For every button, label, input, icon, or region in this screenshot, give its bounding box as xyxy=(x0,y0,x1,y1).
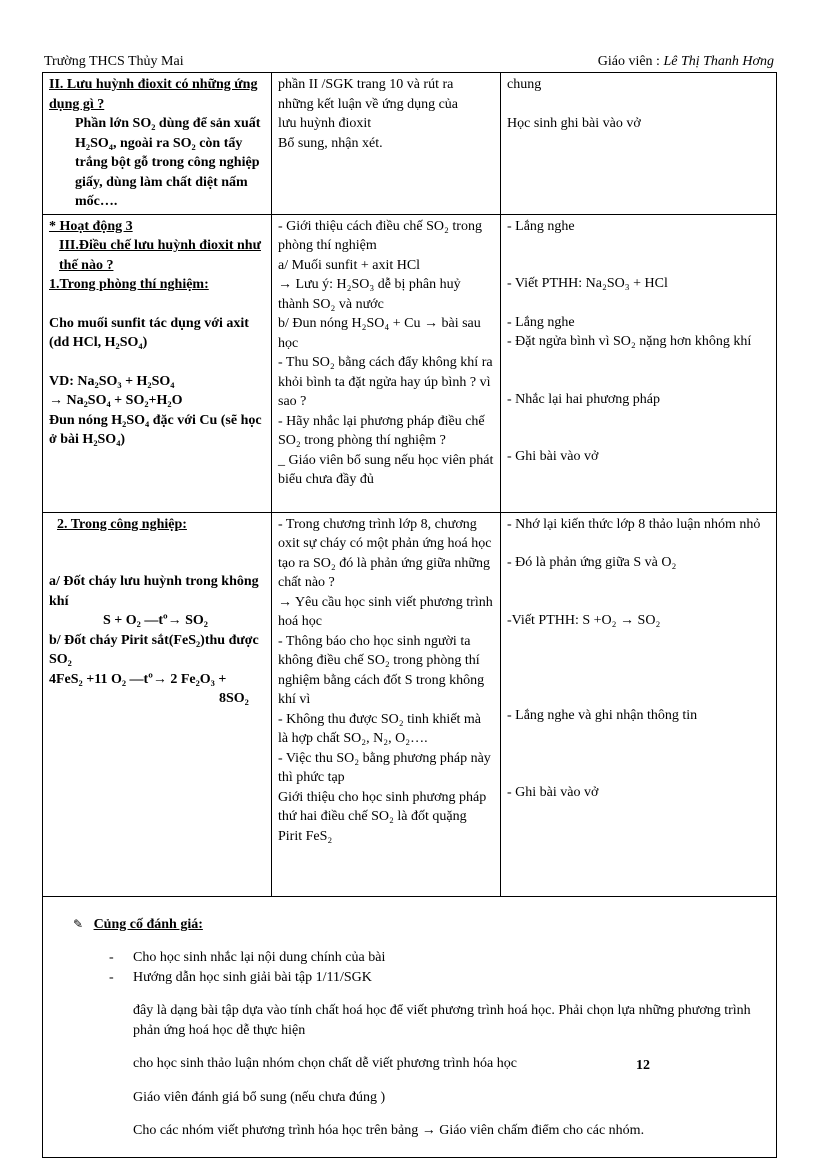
content-cell xyxy=(43,214,272,512)
line: - Ghi bài vào vở xyxy=(507,449,599,464)
line: - Lắng nghe xyxy=(507,218,575,234)
paragraph: a/ Đốt cháy lưu huỳnh trong không khí xyxy=(49,574,259,609)
paragraph: Phần lớn SO₂ dùng để sản xuất H₂SO₄, ngoài ra SO₂ còn tẩy trắng bột gỗ trong công nghiệp giấy, dùng làm chất diệt nấm mốc…. xyxy=(75,116,261,209)
line: -Viết PTHH: S +O₂ → SO₂ xyxy=(507,612,661,628)
table-row xyxy=(43,896,777,1157)
line: - Nhắc lại hai phương pháp xyxy=(507,391,661,407)
line: - Thu SO₂ bằng cách đẩy không khí ra khỏi bình ta đặt ngửa hay úp bình ? vì sao ? xyxy=(278,355,493,409)
consolidation-list xyxy=(73,948,766,987)
paragraph: b/ Đốt cháy Pirit sắt(FeS₂)thu được SO₂ xyxy=(49,632,259,667)
teacher-cell xyxy=(272,512,501,896)
teacher-line xyxy=(598,54,774,70)
section-title: III.Điều chế lưu huỳnh đioxit như thế nào ? xyxy=(59,238,261,273)
paragraph: Giáo viên đánh giá bổ sung (nếu chưa đúng ) xyxy=(133,1089,386,1105)
teacher-cell xyxy=(272,214,501,512)
line: - Việc thu SO₂ bằng phương pháp này thì phức tạp xyxy=(278,750,491,785)
line: - Giới thiệu cách điều chế SO₂ trong phòng thí nghiệm xyxy=(278,218,482,253)
student-cell xyxy=(501,73,777,215)
line: lưu huỳnh đioxit xyxy=(278,116,372,131)
line: Học sinh ghi bài vào vở xyxy=(507,115,641,131)
list-item: - Hướng dẫn học sinh giải bài tập 1/11/SGK xyxy=(133,968,766,988)
line: - Nhớ lại kiến thức lớp 8 thảo luận nhóm nhỏ xyxy=(507,516,761,532)
pencil-icon: ✎ xyxy=(73,916,84,931)
teacher-cell xyxy=(272,73,501,215)
table-row xyxy=(43,73,777,215)
line: - Lắng nghe xyxy=(507,314,575,330)
lesson-table xyxy=(42,72,777,1158)
consolidation-cell xyxy=(43,896,777,1157)
line: b/ Đun nóng H₂SO₄ + Cu → bài sau học xyxy=(278,316,481,351)
subsection-title: 1.Trong phòng thí nghiệm: xyxy=(49,277,209,292)
teacher-label: Giáo viên : xyxy=(597,54,660,69)
equation-line: → Na₂SO₄ + SO₂+H₂O xyxy=(49,393,183,408)
teacher-name: Lê Thị Thanh Hơng xyxy=(663,54,774,69)
line: chung xyxy=(507,77,542,92)
line: - Trong chương trình lớp 8, chương oxit sự cháy có một phản ứng hoá học tạo ra SO₂ đó là phản ứng giữa những chất nào ? xyxy=(278,516,492,590)
table-row xyxy=(43,214,777,512)
student-cell xyxy=(501,512,777,896)
equation-line: VD: Na₂SO₃ + H₂SO₄ xyxy=(49,373,175,389)
line: - Đó là phản ứng giữa S và O₂ xyxy=(507,555,677,570)
content-cell xyxy=(43,73,272,215)
line: - Không thu được SO₂ tinh khiết mà là hợp chất SO₂, N₂, O₂…. xyxy=(278,711,482,746)
section-title: II. Lưu huỳnh đioxit có những ứng dụng gì ? xyxy=(49,77,258,112)
equation-line: S + O₂ —tº→ SO₂ xyxy=(103,613,209,628)
line: - Viết PTHH: Na₂SO₃ + HCl xyxy=(507,276,668,291)
line: phần II /SGK trang 10 và rút ra xyxy=(278,77,454,92)
line: → Lưu ý: H₂SO₃ dễ bị phân huỷ thành SO₂ và nước xyxy=(278,277,461,312)
equation-line: 4FeS₂ +11 O₂ —tº→ 2 Fe₂O₃ + xyxy=(49,671,227,687)
page-number: 12 xyxy=(636,1058,650,1073)
line: những kết luận về ứng dụng của xyxy=(278,96,459,112)
line: - Lắng nghe và ghi nhận thông tin xyxy=(507,708,698,723)
paragraph: Cho muối sunfit tác dụng với axit (dd HCl, H₂SO₄) xyxy=(49,315,249,350)
line: - Hãy nhắc lại phương pháp điều chế SO₂ trong phòng thí nghiệm ? xyxy=(278,413,485,448)
line: → Yêu cầu học sinh viết phương trình hoá học xyxy=(278,594,493,629)
student-cell xyxy=(501,214,777,512)
paragraph: Đun nóng H₂SO₄ đặc với Cu (sẽ học ở bài H₂SO₄) xyxy=(49,412,262,447)
line: - Đặt ngửa bình vì SO₂ nặng hơn không khí xyxy=(507,334,752,349)
line: - Ghi bài vào vở xyxy=(507,784,599,800)
paragraph: đây là dạng bài tập dựa vào tính chất hoá học để viết phương trình hoá học. Phải chọn lựa những phương trình phản ứng hoá học dễ thực hiện xyxy=(133,1003,751,1038)
line: Giới thiệu cho học sinh phương pháp thứ hai điều chế SO₂ là đốt quặng Pirit FeS₂ xyxy=(278,789,487,844)
line: Bổ sung, nhận xét. xyxy=(278,135,383,151)
school-name: Trường THCS Thủy Mai xyxy=(44,54,184,69)
consolidation-title: Củng cố đánh giá: xyxy=(93,916,203,932)
list-item: - Cho học sinh nhắc lại nội dung chính của bài xyxy=(133,948,766,968)
line: a/ Muối sunfit + axit HCl xyxy=(278,257,421,273)
line: _ Giáo viên bổ sung nếu học viên phát biểu chưa đầy đủ xyxy=(278,452,494,487)
paragraph: Cho các nhóm viết phương trình hóa học trên bảng → Giáo viên chấm điểm cho các nhóm. xyxy=(133,1123,645,1138)
equation-line: 8SO₂ xyxy=(219,691,249,706)
line: - Thông báo cho học sinh người ta không điều chế SO₂ trong phòng thí nghiệm bằng cách đốt S trong không khí vì xyxy=(278,633,485,707)
paragraph: cho học sinh thảo luận nhóm chọn chất dễ viết phương trình hóa học xyxy=(133,1056,517,1071)
content-cell xyxy=(43,512,272,896)
table-row xyxy=(43,512,777,896)
activity-heading: * Hoạt động 3 xyxy=(49,218,133,234)
subsection-title: 2. Trong công nghiệp: xyxy=(57,516,187,532)
